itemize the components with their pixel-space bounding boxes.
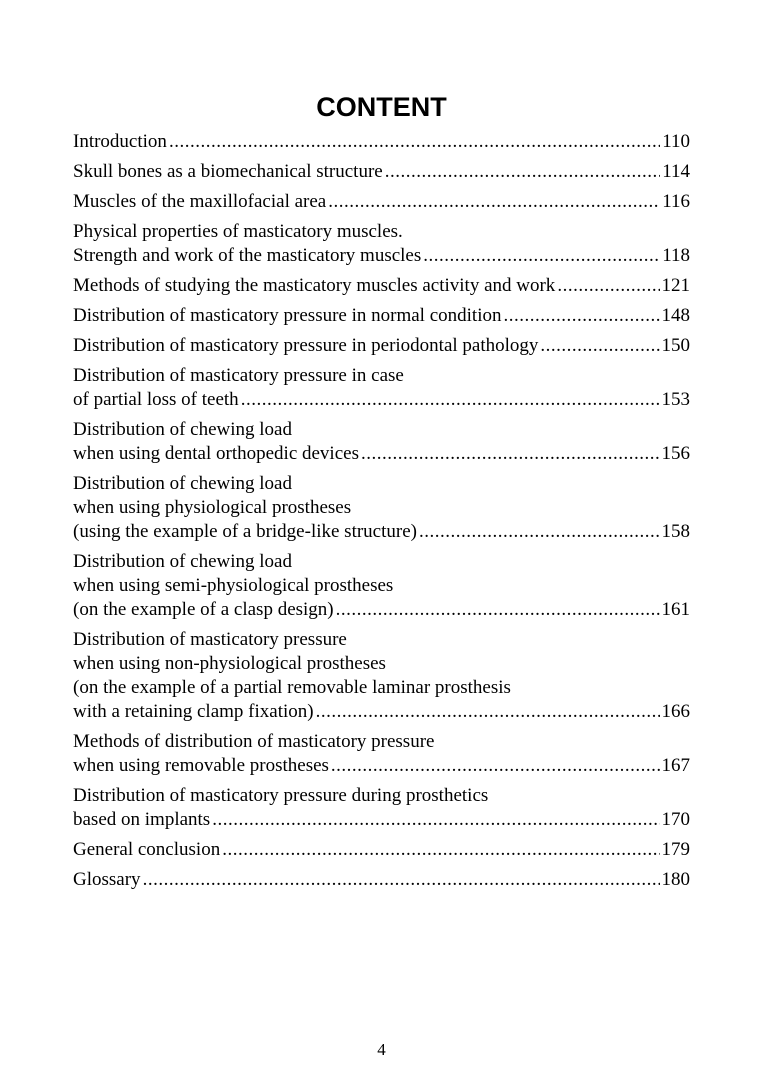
toc-entry-title: (on the example of a clasp design) [73,599,334,620]
toc-entry-page: 148 [661,305,690,326]
toc-entry-last-line [73,274,690,298]
toc-entry-last-line [73,388,690,412]
toc-entry-last-line [73,130,690,154]
dot-leader [385,160,660,184]
page-number: 4 [377,1040,386,1059]
toc-entry-page: 114 [662,161,690,182]
toc-entry-title: Methods of studying the masticatory muscles activity and work [73,275,556,296]
toc-entry-page: 167 [661,755,690,776]
toc-entry-page: 170 [661,809,690,830]
toc-entry-line: Methods of distribution of masticatory pressure [73,731,435,752]
toc-entry [73,550,690,622]
toc-entry [73,628,690,724]
dot-leader [336,598,660,622]
toc-entry-last-line [73,838,690,862]
dot-leader [419,520,660,544]
toc-entry-last-line [73,190,690,214]
toc-entry [73,274,690,298]
toc-entry-page: 180 [661,869,690,890]
toc-entry [73,868,690,892]
toc-entry-title: Distribution of masticatory pressure in normal condition [73,305,502,326]
dot-leader [212,808,659,832]
table-of-contents [73,130,690,898]
dot-leader [143,868,660,892]
toc-entry-line: Distribution of masticatory pressure in case [73,365,404,386]
toc-entry-line: when using semi-physiological prostheses [73,575,394,596]
toc-entry-line: Distribution of masticatory pressure [73,629,347,650]
toc-entry-title: Glossary [73,869,141,890]
toc-entry [73,304,690,328]
toc-entry-page: 158 [661,521,690,542]
toc-entry [73,160,690,184]
toc-entry-line: Distribution of chewing load [73,473,292,494]
toc-entry-line: Distribution of masticatory pressure during prosthetics [73,785,489,806]
dot-leader [423,244,660,268]
toc-entry-page: 156 [661,443,690,464]
toc-entry-last-line [73,700,690,724]
toc-entry-line: (on the example of a partial removable laminar prosthesis [73,677,511,698]
toc-entry-title: Distribution of masticatory pressure in periodontal pathology [73,335,539,356]
toc-entry-line: Physical properties of masticatory muscles. [73,221,403,242]
toc-entry-last-line [73,334,690,358]
toc-entry-page: 161 [661,599,690,620]
toc-entry [73,364,690,412]
toc-entry [73,730,690,778]
toc-entry [73,784,690,832]
toc-entry-page: 116 [662,191,690,212]
toc-entry-title: General conclusion [73,839,221,860]
toc-entry-last-line [73,160,690,184]
toc-entry-title: (using the example of a bridge-like structure) [73,521,417,542]
dot-leader [328,190,660,214]
toc-entry-last-line [73,754,690,778]
toc-entry-title: Skull bones as a biomechanical structure [73,161,383,182]
dot-leader [316,700,660,724]
toc-entry-page: 110 [662,131,690,152]
toc-entry-title: Introduction [73,131,167,152]
toc-entry-last-line [73,808,690,832]
toc-entry-page: 179 [661,839,690,860]
toc-entry-page: 153 [661,389,690,410]
toc-entry [73,418,690,466]
toc-entry-page: 121 [661,275,690,296]
toc-entry-title: Muscles of the maxillofacial area [73,191,327,212]
toc-entry-last-line [73,598,690,622]
toc-entry-title: Strength and work of the masticatory muscles [73,245,422,266]
toc-entry-page: 166 [661,701,690,722]
toc-entry [73,472,690,544]
toc-entry-page: 150 [661,335,690,356]
toc-entry [73,220,690,268]
toc-entry-title: based on implants [73,809,211,830]
dot-leader [169,130,660,154]
toc-entry-title: with a retaining clamp fixation) [73,701,314,722]
page-title: CONTENT [316,92,447,122]
toc-entry [73,190,690,214]
toc-entry-last-line [73,868,690,892]
toc-entry-title: of partial loss of teeth [73,389,239,410]
toc-entry-line: Distribution of chewing load [73,551,292,572]
dot-leader [222,838,659,862]
toc-entry-line: when using physiological prostheses [73,497,352,518]
toc-entry-last-line [73,442,690,466]
toc-entry-line: when using non-physiological prostheses [73,653,386,674]
toc-entry-last-line [73,520,690,544]
toc-entry [73,838,690,862]
dot-leader [540,334,659,358]
dot-leader [557,274,659,298]
dot-leader [503,304,659,328]
dot-leader [361,442,660,466]
toc-entry-page: 118 [662,245,690,266]
dot-leader [241,388,660,412]
toc-entry [73,130,690,154]
dot-leader [331,754,660,778]
toc-entry-last-line [73,304,690,328]
toc-entry-title: when using dental orthopedic devices [73,443,359,464]
toc-entry-line: Distribution of chewing load [73,419,292,440]
toc-entry-last-line [73,244,690,268]
toc-entry-title: when using removable prostheses [73,755,329,776]
toc-entry [73,334,690,358]
